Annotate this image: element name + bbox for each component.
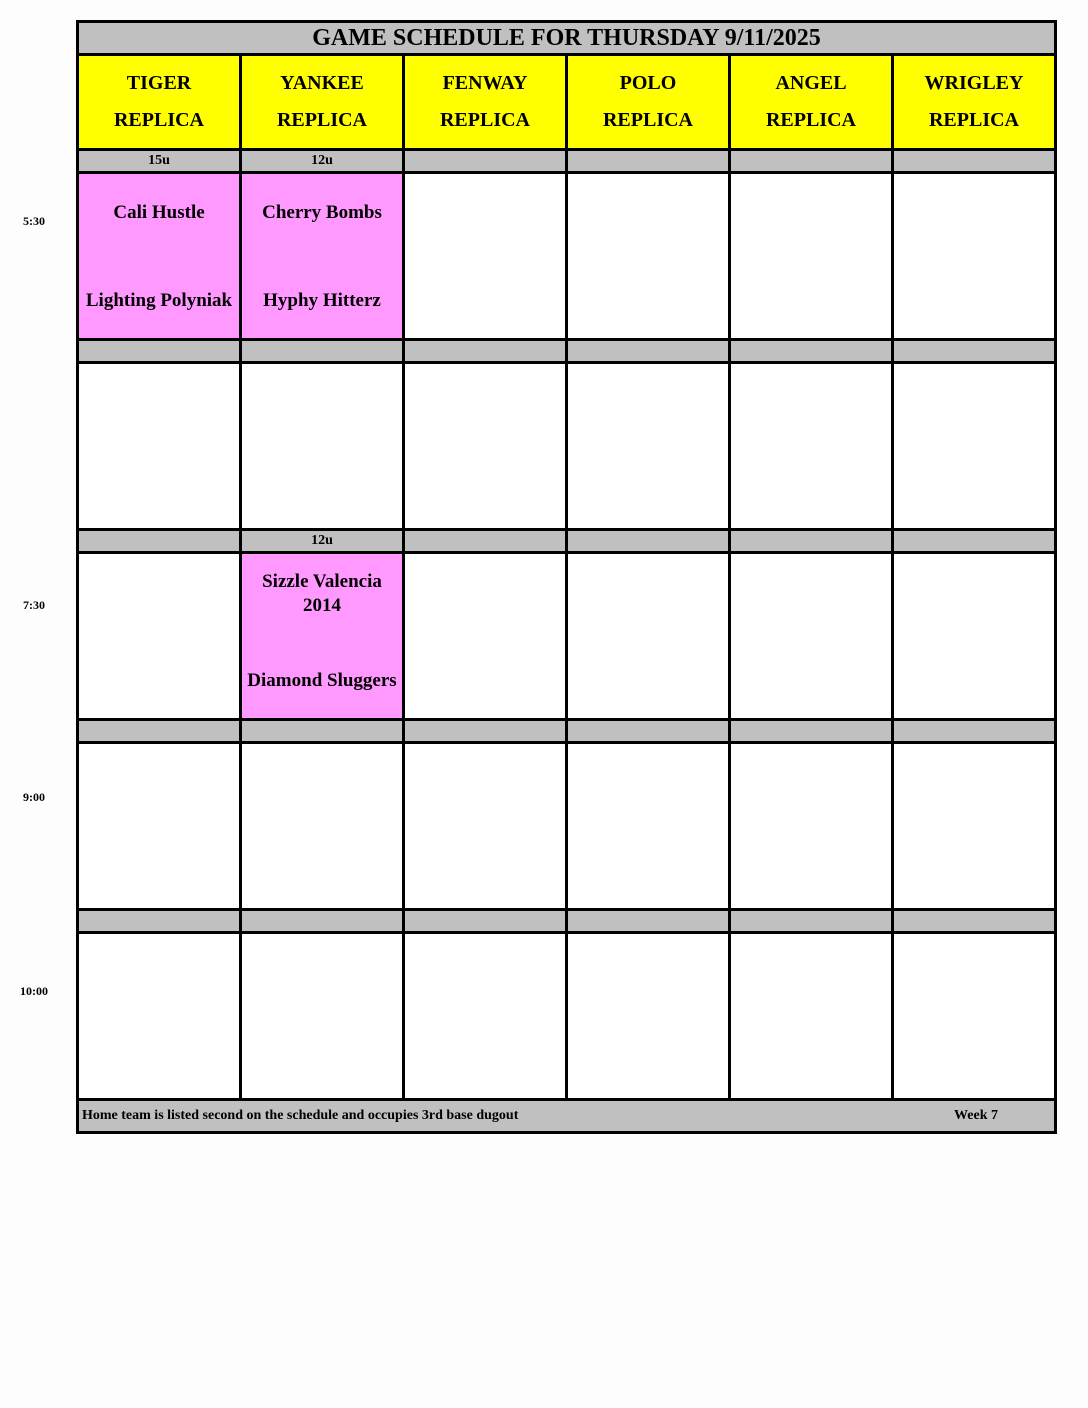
division-cell: [567, 720, 730, 743]
empty-slot-cell: [78, 933, 241, 1100]
time-label-730: 7:30: [23, 598, 45, 612]
away-team: Sizzle Valencia 2014: [262, 571, 382, 616]
time-label-900: 9:00: [23, 790, 45, 804]
schedule-title: GAME SCHEDULE FOR THURSDAY 9/11/2025: [78, 22, 1056, 55]
empty-slot-cell: [404, 933, 567, 1100]
division-cell: [404, 150, 567, 173]
division-cell: [893, 150, 1056, 173]
division-cell: [567, 150, 730, 173]
division-cell: [404, 720, 567, 743]
division-cell: [893, 720, 1056, 743]
division-row: [78, 910, 1056, 933]
division-row: [78, 150, 1056, 173]
empty-slot-cell: [78, 743, 241, 910]
division-cell: [241, 340, 404, 363]
division-row: [78, 530, 1056, 553]
time-label-1000: 10:00: [20, 984, 48, 998]
empty-slot-cell: [730, 743, 893, 910]
field-header-wrigley: WRIGLEY REPLICA: [893, 55, 1056, 150]
empty-slot-cell: [404, 743, 567, 910]
empty-slot-cell: [567, 363, 730, 530]
division-cell: [241, 720, 404, 743]
field-header-polo: POLO REPLICA: [567, 55, 730, 150]
division-cell: 15u: [78, 150, 241, 173]
game-cell: [241, 553, 404, 720]
division-cell: [893, 910, 1056, 933]
field-header-tiger: TIGER REPLICA: [78, 55, 241, 150]
empty-slot-cell: [893, 173, 1056, 340]
time-label-530: 5:30: [23, 214, 45, 228]
away-team: Cali Hustle: [113, 202, 205, 223]
division-cell: [730, 340, 893, 363]
empty-slot-cell: [78, 363, 241, 530]
home-team: Lighting Polyniak: [85, 290, 233, 311]
division-cell: [567, 340, 730, 363]
time-slot-row: [78, 363, 1056, 530]
empty-slot-cell: [567, 743, 730, 910]
division-cell: [567, 530, 730, 553]
home-team: Hyphy Hitterz: [263, 290, 381, 311]
time-slot-row: [78, 743, 1056, 910]
division-cell: [567, 910, 730, 933]
empty-slot-cell: [404, 363, 567, 530]
division-cell: [404, 530, 567, 553]
division-cell: [404, 910, 567, 933]
division-cell: [78, 340, 241, 363]
empty-slot-cell: [730, 363, 893, 530]
field-header-yankee: YANKEE REPLICA: [241, 55, 404, 150]
empty-slot-cell: [241, 933, 404, 1100]
time-slot-row: [78, 173, 1056, 340]
schedule-footer: [78, 1100, 1056, 1133]
division-cell: [893, 530, 1056, 553]
empty-slot-cell: [567, 173, 730, 340]
empty-slot-cell: [404, 173, 567, 340]
away-team: Cherry Bombs: [262, 202, 382, 223]
schedule-sheet: [76, 20, 1057, 1134]
empty-slot-cell: [730, 933, 893, 1100]
empty-slot-cell: [730, 173, 893, 340]
empty-slot-cell: [567, 933, 730, 1100]
empty-slot-cell: [241, 363, 404, 530]
empty-slot-cell: [893, 363, 1056, 530]
field-header-row: [78, 55, 1056, 150]
division-cell: [730, 530, 893, 553]
time-slot-row: [78, 933, 1056, 1100]
week-label: Week 7: [954, 1108, 998, 1123]
time-slot-row: [78, 553, 1056, 720]
empty-slot-cell: [730, 553, 893, 720]
empty-slot-cell: [78, 553, 241, 720]
division-cell: [730, 150, 893, 173]
division-cell: [78, 530, 241, 553]
home-team-note: Home team is listed second on the schedule and occupies 3rd base dugout: [82, 1108, 519, 1123]
empty-slot-cell: [241, 743, 404, 910]
division-row: [78, 720, 1056, 743]
empty-slot-cell: [404, 553, 567, 720]
field-header-fenway: FENWAY REPLICA: [404, 55, 567, 150]
division-cell: [241, 910, 404, 933]
division-cell: [404, 340, 567, 363]
division-cell: [78, 910, 241, 933]
empty-slot-cell: [567, 553, 730, 720]
division-cell: 12u: [241, 150, 404, 173]
game-cell: [78, 173, 241, 340]
division-cell: [730, 910, 893, 933]
schedule-table: [76, 20, 1057, 1134]
empty-slot-cell: [893, 553, 1056, 720]
field-header-angel: ANGEL REPLICA: [730, 55, 893, 150]
empty-slot-cell: [893, 743, 1056, 910]
division-row: [78, 340, 1056, 363]
division-cell: 12u: [241, 530, 404, 553]
game-cell: [241, 173, 404, 340]
division-cell: [893, 340, 1056, 363]
home-team: Diamond Sluggers: [247, 670, 397, 691]
empty-slot-cell: [893, 933, 1056, 1100]
division-cell: [730, 720, 893, 743]
division-cell: [78, 720, 241, 743]
